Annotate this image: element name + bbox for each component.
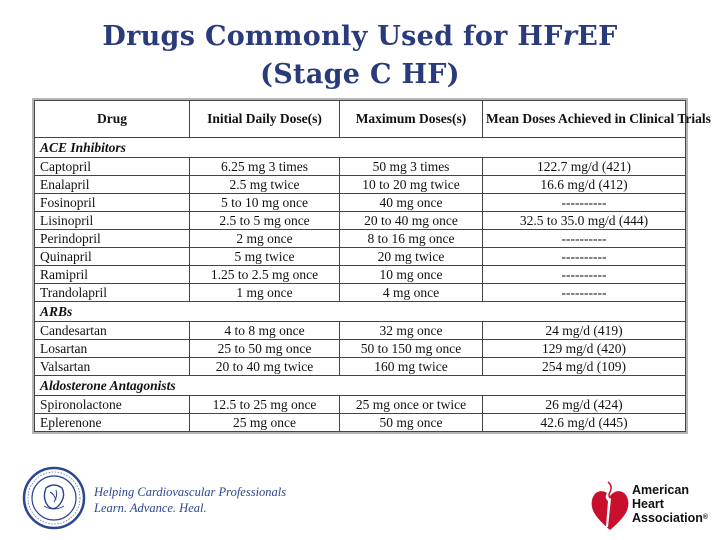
dose-cell: 20 mg twice xyxy=(340,248,483,266)
drug-name-cell: Fosinopril xyxy=(35,194,190,212)
dose-cell: 25 mg once or twice xyxy=(340,396,483,414)
table-row xyxy=(35,396,686,414)
table-row xyxy=(35,248,686,266)
table-row xyxy=(35,266,686,284)
drug-name-cell: Spironolactone xyxy=(35,396,190,414)
table-row xyxy=(35,212,686,230)
dose-cell: ---------- xyxy=(483,266,686,284)
section-row xyxy=(35,376,686,396)
dose-cell: 12.5 to 25 mg once xyxy=(190,396,340,414)
dose-cell: 8 to 16 mg once xyxy=(340,230,483,248)
dose-cell: 24 mg/d (419) xyxy=(483,322,686,340)
dose-cell: 25 to 50 mg once xyxy=(190,340,340,358)
title-suffix: EF xyxy=(577,21,618,52)
column-header-3: Mean Doses Achieved in Clinical Trials xyxy=(483,101,686,138)
table-header-row xyxy=(35,101,686,138)
dose-cell: 50 mg 3 times xyxy=(340,158,483,176)
aha-word-heart: Heart xyxy=(632,497,664,511)
table-row xyxy=(35,358,686,376)
dose-cell: 42.6 mg/d (445) xyxy=(483,414,686,432)
tagline-line1: Helping Cardiovascular Professionals xyxy=(94,485,287,499)
title-italic-r: r xyxy=(562,21,578,52)
column-header-2: Maximum Doses(s) xyxy=(340,101,483,138)
table-row xyxy=(35,230,686,248)
dose-cell: 2.5 to 5 mg once xyxy=(190,212,340,230)
dose-cell: 6.25 mg 3 times xyxy=(190,158,340,176)
dose-cell: 40 mg once xyxy=(340,194,483,212)
dose-cell: 50 mg once xyxy=(340,414,483,432)
dose-cell: 1 mg once xyxy=(190,284,340,302)
dose-cell: 10 mg once xyxy=(340,266,483,284)
dose-cell: 1.25 to 2.5 mg once xyxy=(190,266,340,284)
dose-cell: 20 to 40 mg once xyxy=(340,212,483,230)
drug-name-cell: Valsartan xyxy=(35,358,190,376)
dose-cell: 2 mg once xyxy=(190,230,340,248)
dose-cell: 20 to 40 mg twice xyxy=(190,358,340,376)
table-row xyxy=(35,176,686,194)
table-row xyxy=(35,284,686,302)
drug-name-cell: Trandolapril xyxy=(35,284,190,302)
dose-cell: 254 mg/d (109) xyxy=(483,358,686,376)
section-row xyxy=(35,302,686,322)
drug-table xyxy=(34,100,711,432)
acc-seal-logo xyxy=(22,466,86,530)
drug-name-cell: Quinapril xyxy=(35,248,190,266)
table-row xyxy=(35,158,686,176)
drug-table-container xyxy=(32,98,711,434)
dose-cell: 25 mg once xyxy=(190,414,340,432)
dose-cell: 4 mg once xyxy=(340,284,483,302)
dose-cell: ---------- xyxy=(483,230,686,248)
dose-cell: ---------- xyxy=(483,248,686,266)
table-body xyxy=(35,138,686,432)
dose-cell: 32.5 to 35.0 mg/d (444) xyxy=(483,212,686,230)
drug-name-cell: Captopril xyxy=(35,158,190,176)
dose-cell: 2.5 mg twice xyxy=(190,176,340,194)
drug-name-cell: Perindopril xyxy=(35,230,190,248)
drug-name-cell: Eplerenone xyxy=(35,414,190,432)
table-row xyxy=(35,340,686,358)
drug-name-cell: Losartan xyxy=(35,340,190,358)
dose-cell: 122.7 mg/d (421) xyxy=(483,158,686,176)
dose-cell: 160 mg twice xyxy=(340,358,483,376)
column-header-1: Initial Daily Dose(s) xyxy=(190,101,340,138)
drug-name-cell: Lisinopril xyxy=(35,212,190,230)
table-row xyxy=(35,322,686,340)
aha-wordmark xyxy=(632,483,708,525)
aha-registered-mark: ® xyxy=(702,514,709,521)
slide-title-line2: (Stage C HF) xyxy=(260,59,460,90)
dose-cell: 10 to 20 mg twice xyxy=(340,176,483,194)
dose-cell: 32 mg once xyxy=(340,322,483,340)
section-heading: ACE Inhibitors xyxy=(35,138,686,158)
table-row xyxy=(35,194,686,212)
aha-association-text: Association xyxy=(632,511,703,525)
dose-cell: 5 to 10 mg once xyxy=(190,194,340,212)
section-heading: Aldosterone Antagonists xyxy=(35,376,686,396)
dose-cell: 4 to 8 mg once xyxy=(190,322,340,340)
acc-tagline xyxy=(94,484,286,516)
dose-cell: ---------- xyxy=(483,284,686,302)
aha-word-american: American xyxy=(632,483,689,497)
tagline-line2: Learn. Advance. Heal. xyxy=(94,501,207,515)
title-prefix: Drugs Commonly Used for HF xyxy=(102,21,563,52)
section-heading: ARBs xyxy=(35,302,686,322)
dose-cell: 5 mg twice xyxy=(190,248,340,266)
dose-cell: 16.6 mg/d (412) xyxy=(483,176,686,194)
column-header-0: Drug xyxy=(35,101,190,138)
aha-word-association xyxy=(632,511,708,525)
dose-cell: 129 mg/d (420) xyxy=(483,340,686,358)
slide-title-line1 xyxy=(0,20,720,54)
dose-cell: ---------- xyxy=(483,194,686,212)
drug-name-cell: Candesartan xyxy=(35,322,190,340)
drug-name-cell: Enalapril xyxy=(35,176,190,194)
dose-cell: 50 to 150 mg once xyxy=(340,340,483,358)
aha-heart-torch-logo xyxy=(588,478,632,534)
section-row xyxy=(35,138,686,158)
table-row xyxy=(35,414,686,432)
drug-name-cell: Ramipril xyxy=(35,266,190,284)
dose-cell: 26 mg/d (424) xyxy=(483,396,686,414)
